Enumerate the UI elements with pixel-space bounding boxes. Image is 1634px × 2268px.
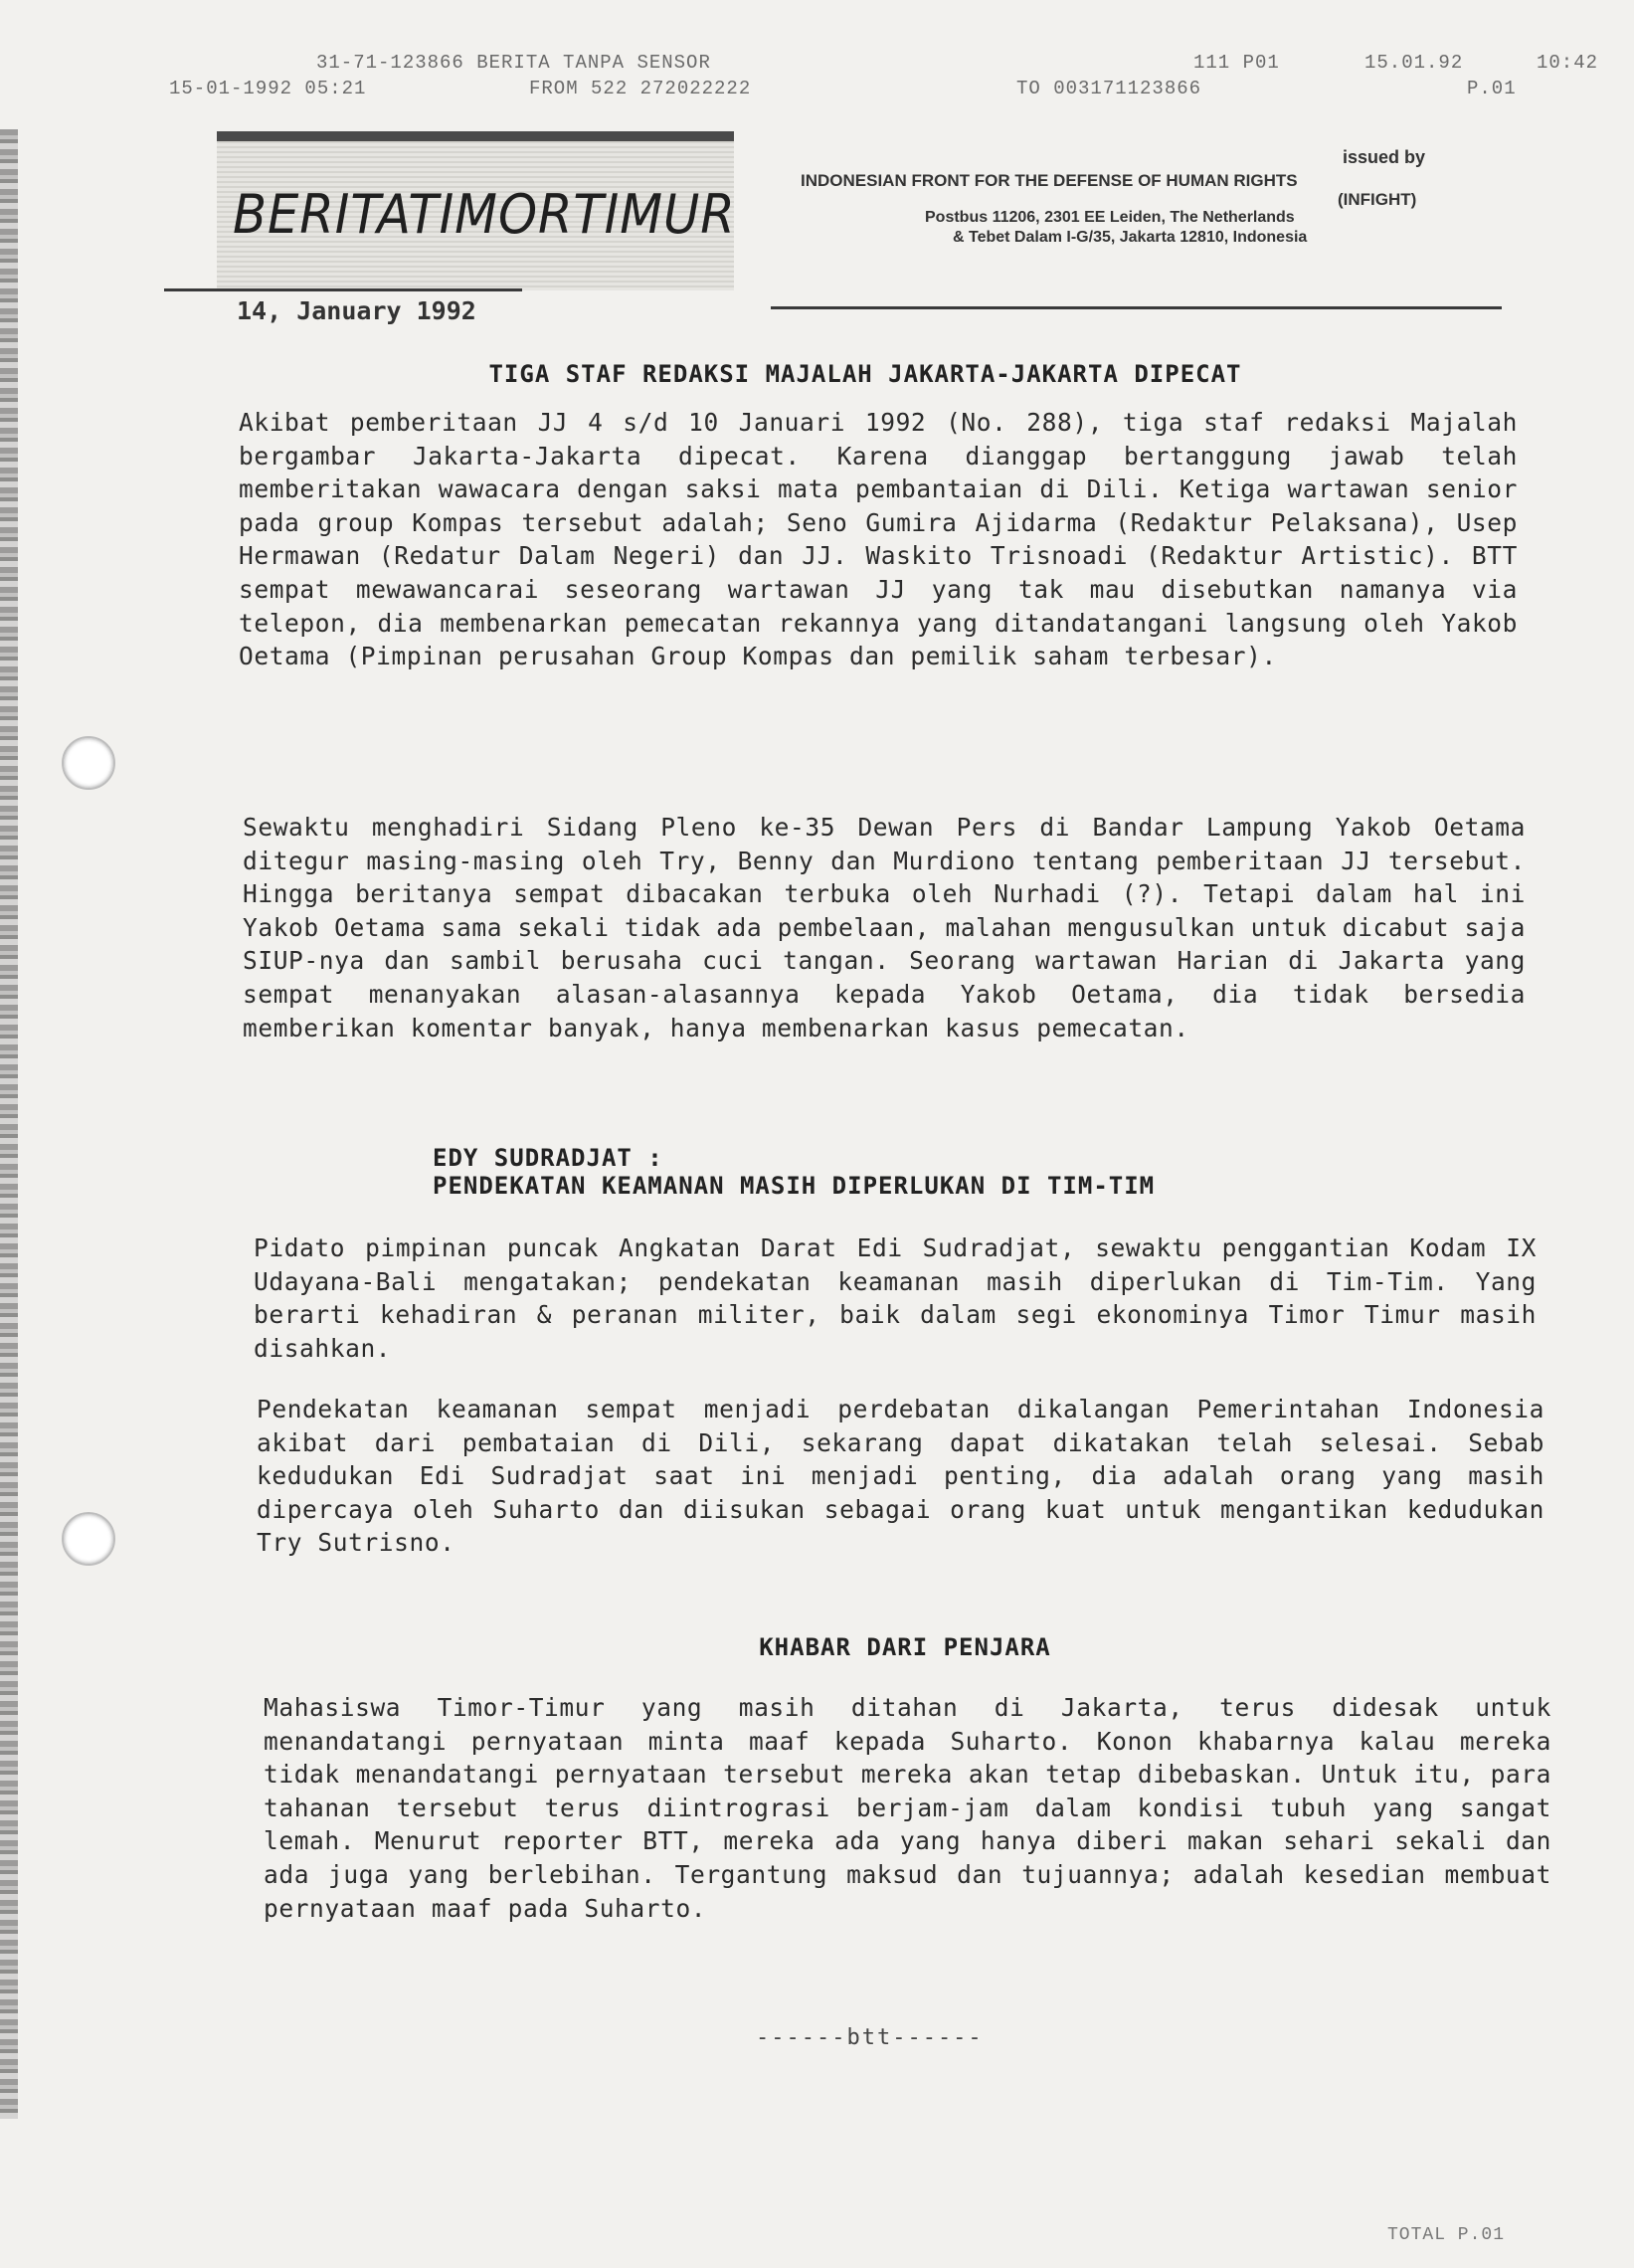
binding-edge [0,129,18,2119]
fax-page-code: 111 P01 [1193,52,1280,74]
article-2-title-line-2: PENDEKATAN KEAMANAN MASIH DIPERLUKAN DI TIM-TIM [433,1172,1156,1200]
fax-from: FROM 522 272022222 [529,78,752,99]
article-1-paragraph-2: Sewaktu menghadiri Sidang Pleno ke-35 Dewan Pers di Bandar Lampung Yakob Oetama ditegur masing-masing oleh Try, Benny dan Murdiono tentang pemberitaan JJ tersebut. Hingga beritanya sempat dibacakan terbuka oleh Nurhadi (?). Tetapi dalam hal ini Yakob Oetama sama sekali tidak ada pembelaan, malahan mengusulkan untuk dicabut saja SIUP-nya dan sambil berusaha cuci tangan. Seorang wartawan Harian di Jakarta yang sempat menanyakan alasan-alasannya kepada Yakob Oetama, dia tidak bersedia memberikan komentar banyak, hanya membenarkan kasus pemecatan. [243,813,1526,1042]
article-2-paragraph-2: Pendekatan keamanan sempat menjadi perdebatan dikalangan Pemerintahan Indonesia akibat dari pembataian di Dili, sekarang dapat dikatakan telah selesai. Sebab kedudukan Edi Sudradjat saat ini menjadi penting, dia adalah orang yang masih dipercaya oleh Suharto dan diisukan sebagai orang kuat untuk mengantikan kedudukan Try Sutrisno. [257,1395,1544,1558]
article-3-title: KHABAR DARI PENJARA [759,1633,1051,1661]
fax-timestamp: 15-01-1992 05:21 [169,78,367,99]
issue-date: 14, January 1992 [237,296,476,325]
article-1-paragraph-1: Akibat pemberitaan JJ 4 s/d 10 Januari 1992 (No. 288), tiga staf redaksi Majalah bergambar Jakarta-Jakarta dipecat. Karena dianggap bertanggung jawab telah memberitakan wawacara dengan saksi mata pembantaian di Dili. Ketiga wartawan senior pada group Kompas tersebut adalah; Seno Gumira Ajidarma (Redaktur Pelaksana), Usep Hermawan (Redatur Dalam Negeri) dan JJ. Waskito Trisnoadi (Redaktur Artistic). BTT sempat mewawancarai seseorang wartawan JJ yang tak mau disebutkan namanya via telepon, dia membenarkan pemecatan rekannya yang ditandatangani langsung oleh Yakob Oetama (Pimpinan perusahan Group Kompas dan pemilik saham terbesar). [239,408,1518,671]
issued-by-label: issued by [1343,147,1426,167]
fax-to: TO 003171123866 [1016,78,1202,99]
publisher-address-1: Postbus 11206, 2301 EE Leiden, The Netherlands [925,209,1295,226]
publisher-abbr: (INFIGHT) [1338,190,1417,209]
masthead-rule-left [164,288,522,291]
article-2-paragraph-1: Pidato pimpinan puncak Angkatan Darat Edi Sudradjat, sewaktu penggantian Kodam IX Udayana-Bali mengatakan; pendekatan keamanan masih diperlukan di Tim-Tim. Yang berarti kehadiran & peranan militer, baik dalam segi ekonominya Timor Timur masih disahkan. [254,1233,1537,1363]
fax-total-pages: TOTAL P.01 [1387,2225,1506,2245]
masthead-logo: BERITATIMORTIMUR [233,183,736,246]
punch-hole-top [62,736,115,790]
publisher-name: INDONESIAN FRONT FOR THE DEFENSE OF HUMAN RIGHTS [801,171,1298,190]
masthead-logo-box [217,131,734,290]
article-3-paragraph-1: Mahasiswa Timor-Timur yang masih ditahan di Jakarta, terus didesak untuk menandatangi pernyataan minta maaf kepada Suharto. Konon khabarnya kalau mereka tidak menandatangi pernyataan tersebut mereka akan tetap dibebaskan. Untuk itu, para tahanan tersebut terus diintrograsi berjam-jam dalam kondisi tubuh yang sangat lemah. Menurut reporter BTT, mereka ada yang hanya diberi makan sehari sekali dan ada juga yang berlebihan. Tergantung maksud dan tujuannya; adalah kesedian membuat pernyataan maaf pada Suharto. [264,1693,1551,1923]
fax-page: P.01 [1467,78,1517,99]
publisher-address-2: & Tebet Dalam I-G/35, Jakarta 12810, Indonesia [953,229,1308,246]
punch-hole-bottom [62,1512,115,1566]
masthead-rule-right [771,306,1502,309]
fax-date: 15.01.92 [1364,52,1464,74]
end-of-bulletin-mark: ------btt------ [756,2025,984,2050]
fax-time: 10:42 [1537,52,1599,74]
fax-sender-line: 31-71-123866 BERITA TANPA SENSOR [316,52,711,74]
article-2-title-line-1: EDY SUDRADJAT : [433,1144,663,1172]
article-1-title: TIGA STAF REDAKSI MAJALAH JAKARTA-JAKARTA DIPECAT [488,360,1242,388]
